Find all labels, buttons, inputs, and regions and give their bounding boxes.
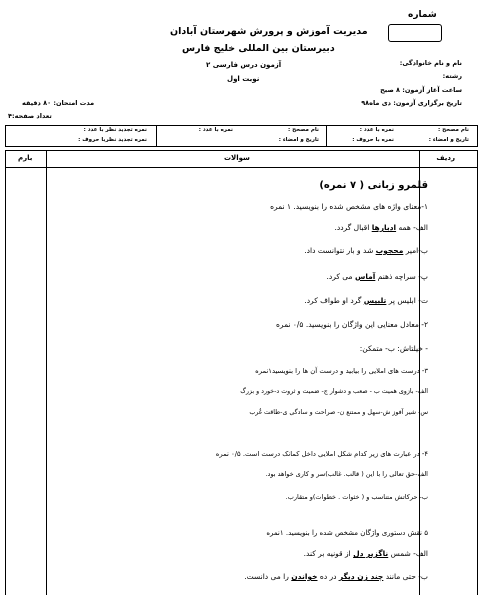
school-name: دبیرستان بین المللی خلیج فارس xyxy=(182,43,335,54)
student-name-label: نام و نام خانوادگی: xyxy=(399,59,462,67)
question-1: ۱-معنای واژه های مشخص شده را بنویسید. ۱ نمره xyxy=(270,202,428,211)
number-label: شماره xyxy=(408,10,437,20)
recheck-score-letters-label: نمره تجدید نظربا حروف : xyxy=(78,137,147,143)
question-4a: الف-حق تعالی را با این ( قالب. غالب)سر و کاری خواهد بود. xyxy=(265,470,428,478)
date-sign-label-2: تاریخ و امضاء : xyxy=(278,137,319,143)
exam-number-field[interactable] xyxy=(388,24,442,42)
exam-date: تاریخ برگزاری آزمون: دی ماه۹۸ xyxy=(361,99,462,107)
score-numeric-label: نمره با عدد : xyxy=(359,127,394,133)
question-1c: پ- سراچه ذهنم آماس می کرد. xyxy=(326,272,428,281)
question-3a: الف- بازوی همیت ب - صعب و دشوار ج- ضمیت و ثروت د-خورد و بزرگ xyxy=(240,388,428,395)
exam-header xyxy=(0,0,486,120)
field-label: رشته: xyxy=(442,72,462,80)
column-header-row: ردیف xyxy=(436,154,455,162)
column-header-questions: سوالات xyxy=(224,154,250,162)
corrector-name-label: نام مصحح : xyxy=(438,127,469,133)
exam-duration: مدت امتحان: ۸۰ دقیقه xyxy=(22,99,95,107)
question-1d: ت- ابلیس پر تلبیس گرد او طواف کرد. xyxy=(304,296,428,305)
exam-term: نوبت اول xyxy=(227,75,260,83)
questions-content xyxy=(46,178,428,595)
start-time: ساعت آغاز آزمون: ۸ صبح xyxy=(380,86,462,94)
question-2-items: - خیلتاش: ب- متمکن: xyxy=(359,344,428,353)
question-5: ۵ نقش دستوری واژگان مشخص شده را بنویسید. ۱نمره xyxy=(266,529,428,537)
question-3: ۳- درست های املایی را بیابید و درست آن ها را بنویسید۱نمره xyxy=(255,367,428,375)
question-5a: الف- شمس ناگزیر دل از قونیه بر کند. xyxy=(303,549,428,558)
date-sign-label: تاریخ و امضاء : xyxy=(428,137,469,143)
question-3b: س- شیر آفوز ش-سهل و ممتنع ن- صراحت و سادگی ی-طاقت غُرب xyxy=(249,409,428,416)
grading-info-table xyxy=(5,125,478,147)
section-title: قلمرو زبانی ( ۷ نمره) xyxy=(319,180,428,191)
org-title: مدیریت آموزش و پرورش شهرستان آبادان xyxy=(170,26,368,37)
question-1b: ب-امیر محجوب شد و بار نتوانست داد. xyxy=(304,246,428,255)
recheck-score-numeric-label: نمره با عدد : xyxy=(198,127,233,133)
question-5b: ب- حتی مانند چند زن دیگر در ده خواندن را می دانست. xyxy=(244,572,428,581)
question-4b: ب- حرکاتش متناسب و ( خثوات . خطوات)و متقارب. xyxy=(285,493,428,501)
exam-title: آزمون درس فارسی ۲ xyxy=(206,61,282,69)
question-4: ۴- در عبارت های زیر کدام شکل املایی داخل کمانک درست است. ۰/۵ نمره xyxy=(215,450,428,458)
page-count: تعداد صفحه:۴ xyxy=(8,112,52,120)
recheck-score-numeric-label-2: نمره تجدید نظر با عدد : xyxy=(83,127,147,133)
question-1a: الف- همه ادبارها اقبال گردد. xyxy=(334,223,428,232)
score-letters-label: نمره با حروف : xyxy=(352,137,394,143)
recheck-name-label: نام مصحح : xyxy=(288,127,319,133)
question-2: ۲- معادل معنایی این واژگان را بنویسید. ۰/۵ نمره xyxy=(276,320,428,329)
column-header-score: بارم xyxy=(18,154,33,162)
